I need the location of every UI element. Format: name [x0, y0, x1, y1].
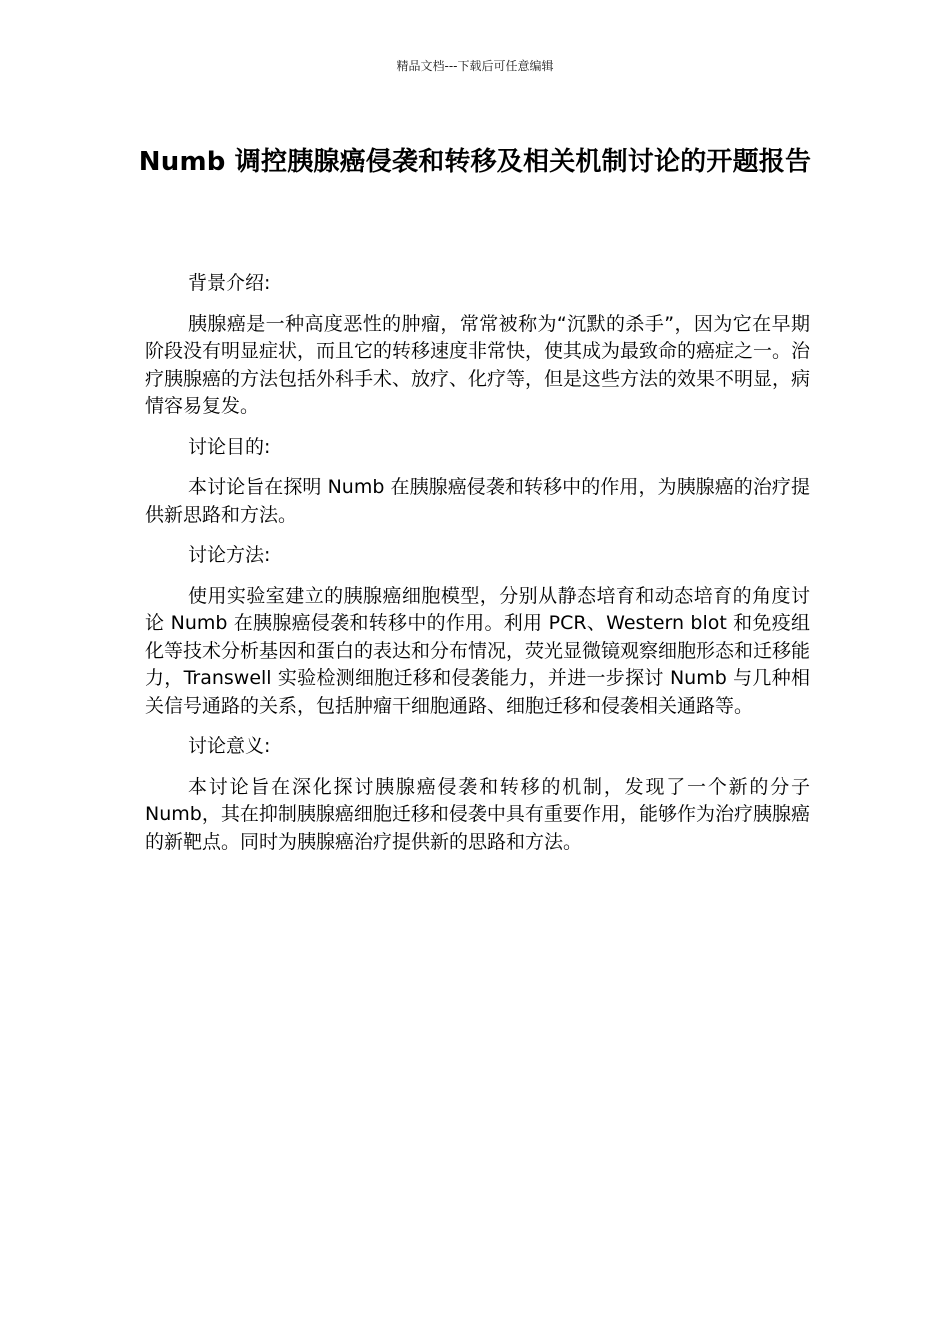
section-heading-background: 背景介绍:: [188, 272, 271, 294]
page-header: 精品文档---下载后可任意编辑: [396, 59, 554, 73]
section-heading-significance: 讨论意义:: [188, 735, 271, 757]
section-body-method: 使用实验室建立的胰腺癌细胞模型，分别从静态培育和动态培育的角度讨论 Numb 在胰腺癌侵袭和转移中的作用。利用 PCR、Western blot 和免疫组化等技术分析基因和蛋白的表达和分布情况，荧光显微镜观察细胞形态和迁移能力，Transwell 实验检测细胞迁移和侵袭能力，并进一步探讨 Numb 与几种相关信号通路的关系，包括肿瘤干细胞通路、细胞迁移和侵袭相关通路等。: [145, 584, 811, 717]
section-body-background: 胰腺癌是一种高度恶性的肿瘤，常常被称为“沉默的杀手”，因为它在早期阶段没有明显症状，而且它的转移速度非常快，使其成为最致命的癌症之一。治疗胰腺癌的方法包括外科手术、放疗、化疗等，但是这些方法的效果不明显，病情容易复发。: [145, 312, 811, 417]
section-heading-method: 讨论方法:: [188, 544, 271, 566]
section-body-purpose: 本讨论旨在探明 Numb 在胰腺癌侵袭和转移中的作用，为胰腺癌的治疗提供新思路和方法。: [145, 476, 810, 526]
section-heading-purpose: 讨论目的:: [188, 435, 271, 458]
document-title: Numb 调控胰腺癌侵袭和转移及相关机制讨论的开题报告: [138, 147, 812, 177]
section-body-significance: 本讨论旨在深化探讨胰腺癌侵袭和转移的机制，发现了一个新的分子 Numb，其在抑制胰腺癌细胞迁移和侵袭中具有重要作用，能够作为治疗胰腺癌的新靶点。同时为胰腺癌治疗提供新的思路和方法。: [145, 775, 810, 853]
document-body: [145, 270, 810, 869]
